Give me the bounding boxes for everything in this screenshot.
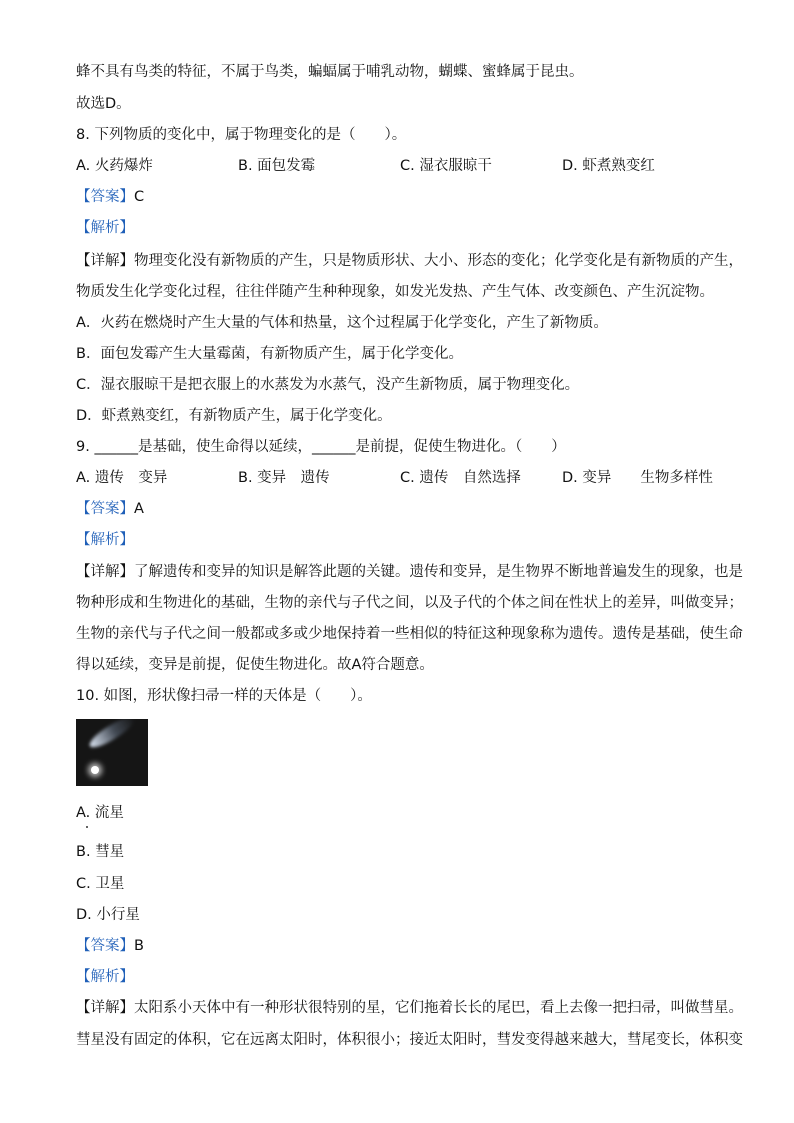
q9-answer (76, 499, 144, 519)
q8-option-a: A. 火药爆炸 (76, 158, 153, 174)
answer-tag: 【答案】 (76, 938, 134, 954)
comet-image (76, 719, 148, 786)
detail-tag: 【详解】 (76, 253, 134, 269)
detail-text: 太阳系小天体中有一种形状很特别的星，它们拖着长长的尾巴，看上去像一把扫帚，叫做彗星。 (134, 1000, 743, 1016)
q10-answer (76, 936, 144, 956)
q8-detail-line-6: D．虾煮熟变红，有新物质产生，属于化学变化。 (76, 408, 392, 424)
q9-analysis-tag (76, 530, 134, 550)
q8-detail-line-4: B．面包发霉产生大量霉菌，有新物质产生，属于化学变化。 (76, 346, 463, 362)
q9-option-b: B. 变异 遗传 (238, 470, 330, 486)
q8-detail-line-1 (76, 251, 743, 271)
q8-analysis-tag (76, 218, 134, 238)
q9-detail-line-2: 物种形成和生物进化的基础，生物的亲代与子代之间，以及子代的个体之间在性状上的差异，叫做变异； (76, 595, 743, 611)
detail-text: 了解遗传和变异的知识是解答此题的关键。遗传和变异，是生物界不断地普遍发生的现象，也是 (134, 564, 743, 580)
q8-option-d: D. 虾煮熟变红 (562, 158, 655, 174)
q10-detail-line-2: 彗星没有固定的体积，它在远离太阳时，体积很小；接近太阳时，彗发变得越来越大，彗尾变长，体积变 (76, 1032, 743, 1048)
q9-detail-line-3: 生物的亲代与子代之间一般都或多或少地保持着一些相似的特征这种现象称为遗传。遗传是基础，使生命 (76, 626, 743, 642)
analysis-tag: 【解析】 (76, 532, 134, 548)
q10-option-a: A. 流星 (76, 805, 124, 821)
analysis-tag: 【解析】 (76, 969, 134, 985)
q10-option-c: C. 卫星 (76, 876, 125, 892)
answer-value: A (134, 501, 144, 517)
detail-text: 物理变化没有新物质的产生，只是物质形状、大小、形态的变化；化学变化是有新物质的产生， (134, 253, 743, 269)
q9-detail-line-1 (76, 562, 743, 582)
intro-line-1: 蜂不具有鸟类的特征，不属于鸟类，蝙蝠属于哺乳动物，蝴蝶、蜜蜂属于昆虫。 (76, 64, 584, 80)
q9-stem: 9. ______是基础，使生命得以延续，______是前提，促使生物进化。（ ） (76, 439, 566, 455)
q10-detail-line-1 (76, 998, 743, 1018)
comet-tail-shape (86, 719, 138, 752)
q8-option-b: B. 面包发霉 (238, 158, 316, 174)
q8-detail-line-3: A．火药在燃烧时产生大量的气体和热量，这个过程属于化学变化，产生了新物质。 (76, 315, 608, 331)
q8-detail-line-2: 物质发生化学变化过程，往往伴随产生种种现象，如发光发热、产生气体、改变颜色、产生沉淀物。 (76, 284, 714, 300)
q9-option-c: C. 遗传 自然选择 (400, 470, 521, 486)
q10-analysis-tag (76, 967, 134, 987)
answer-tag: 【答案】 (76, 501, 134, 517)
intro-line-2: 故选D。 (76, 96, 131, 112)
q10-option-b: B. 彗星 (76, 844, 125, 860)
q10-stem: 10. 如图，形状像扫帚一样的天体是（ ）。 (76, 688, 372, 704)
detail-tag: 【详解】 (76, 564, 134, 580)
answer-value: B (134, 938, 144, 954)
stray-dot (86, 826, 88, 828)
q8-answer (76, 187, 144, 207)
q8-detail-line-5: C．湿衣服晾干是把衣服上的水蒸发为水蒸气，没产生新物质，属于物理变化。 (76, 377, 580, 393)
q8-stem: 8. 下列物质的变化中，属于物理变化的是（ ）。 (76, 127, 407, 143)
q9-detail-line-4: 得以延续，变异是前提，促使生物进化。故A符合题意。 (76, 657, 434, 673)
comet-head-shape (91, 766, 99, 774)
q8-option-c: C. 湿衣服晾干 (400, 158, 492, 174)
q9-option-d: D. 变异 生物多样性 (562, 470, 713, 486)
detail-tag: 【详解】 (76, 1000, 134, 1016)
q10-option-d: D. 小行星 (76, 907, 140, 923)
answer-value: C (134, 189, 145, 205)
answer-tag: 【答案】 (76, 189, 134, 205)
analysis-tag: 【解析】 (76, 220, 134, 236)
q9-option-a: A. 遗传 变异 (76, 470, 168, 486)
